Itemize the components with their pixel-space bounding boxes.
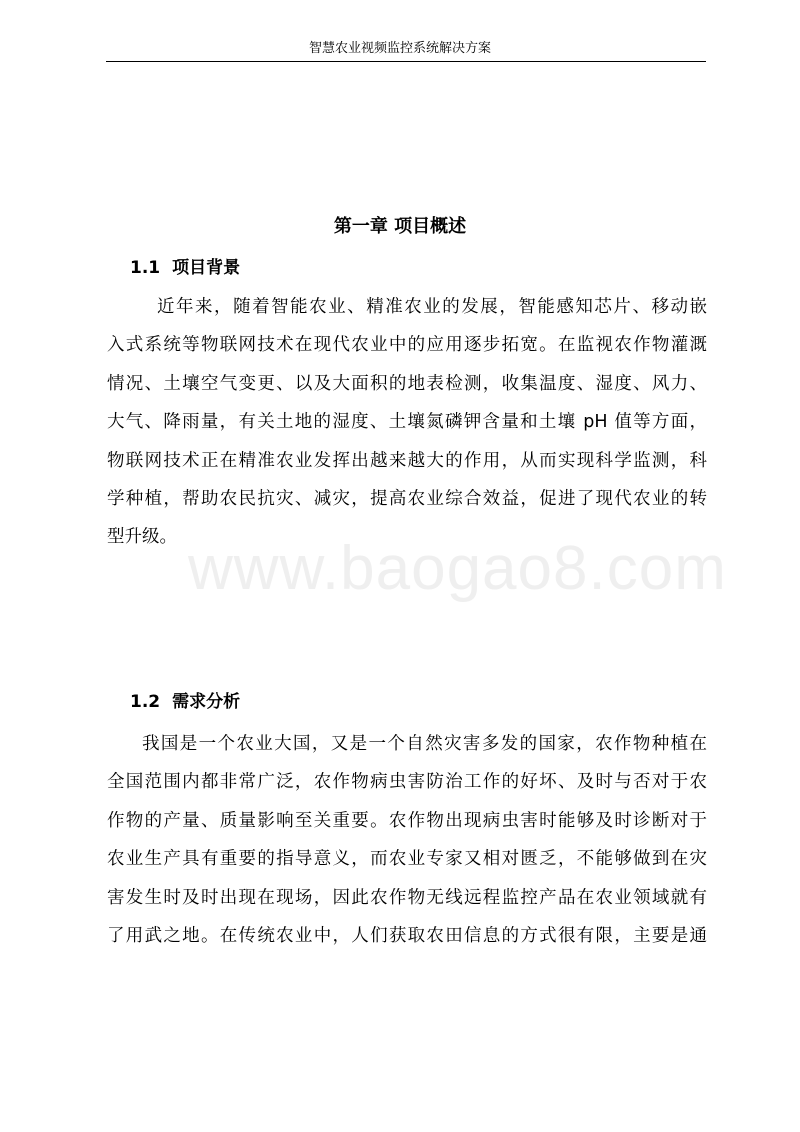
- paragraph-line: 全国范围内都非常广泛，农作物病虫害防治工作的好坏、及时与否对于农: [107, 772, 707, 793]
- paragraph-line: 入式系统等物联网技术在现代农业中的应用逐步拓宽。在监视农作物灌溉: [107, 335, 707, 356]
- watermark: www.baogao8.com: [188, 534, 727, 603]
- paragraph-line: 情况、土壤空气变更、以及大面积的地表检测，收集温度、湿度、风力、: [107, 373, 707, 394]
- page-header-title: 智慧农业视频监控系统解决方案: [308, 41, 491, 56]
- header-divider: [106, 61, 706, 62]
- paragraph-requirements: [107, 725, 707, 955]
- paragraph-line: 了用武之地。在传统农业中，人们获取农田信息的方式很有限，主要是通: [107, 925, 707, 946]
- paragraph-line: 近年来，随着智能农业、精准农业的发展，智能感知芯片、移动嵌: [157, 297, 707, 317]
- chapter-title: 第一章 项目概述: [333, 216, 467, 237]
- paragraph-line: 物联网技术正在精准农业发挥出越来越大的作用，从而实现科学监测，科: [107, 450, 707, 471]
- paragraph-line: 我国是一个农业大国，又是一个自然灾害多发的国家，农作物种植在: [142, 734, 707, 754]
- paragraph-line: 作物的产量、质量影响至关重要。农作物出现病虫害时能够及时诊断对于: [107, 810, 707, 831]
- paragraph-line: 学种植，帮助农民抗灾、减灾，提高农业综合效益，促进了现代农业的转: [107, 488, 707, 509]
- section-number: 1.2: [130, 692, 161, 712]
- section-title: 项目背景: [172, 258, 241, 278]
- section-heading-background: [130, 256, 240, 280]
- section-title: 需求分析: [172, 692, 241, 712]
- paragraph-line: 害发生时及时出现在现场，因此农作物无线远程监控产品在农业领域就有: [107, 887, 707, 908]
- paragraph-background: [107, 288, 707, 557]
- paragraph-line: 农业生产具有重要的指导意义，而农业专家又相对匮乏，不能够做到在灾: [107, 849, 707, 870]
- section-heading-requirements: [130, 690, 240, 714]
- paragraph-line: 大气、降雨量，有关土地的湿度、土壤氮磷钾含量和土壤 pH 值等方面，: [107, 412, 707, 433]
- section-number: 1.1: [130, 258, 161, 278]
- paragraph-line: 型升级。: [107, 527, 177, 548]
